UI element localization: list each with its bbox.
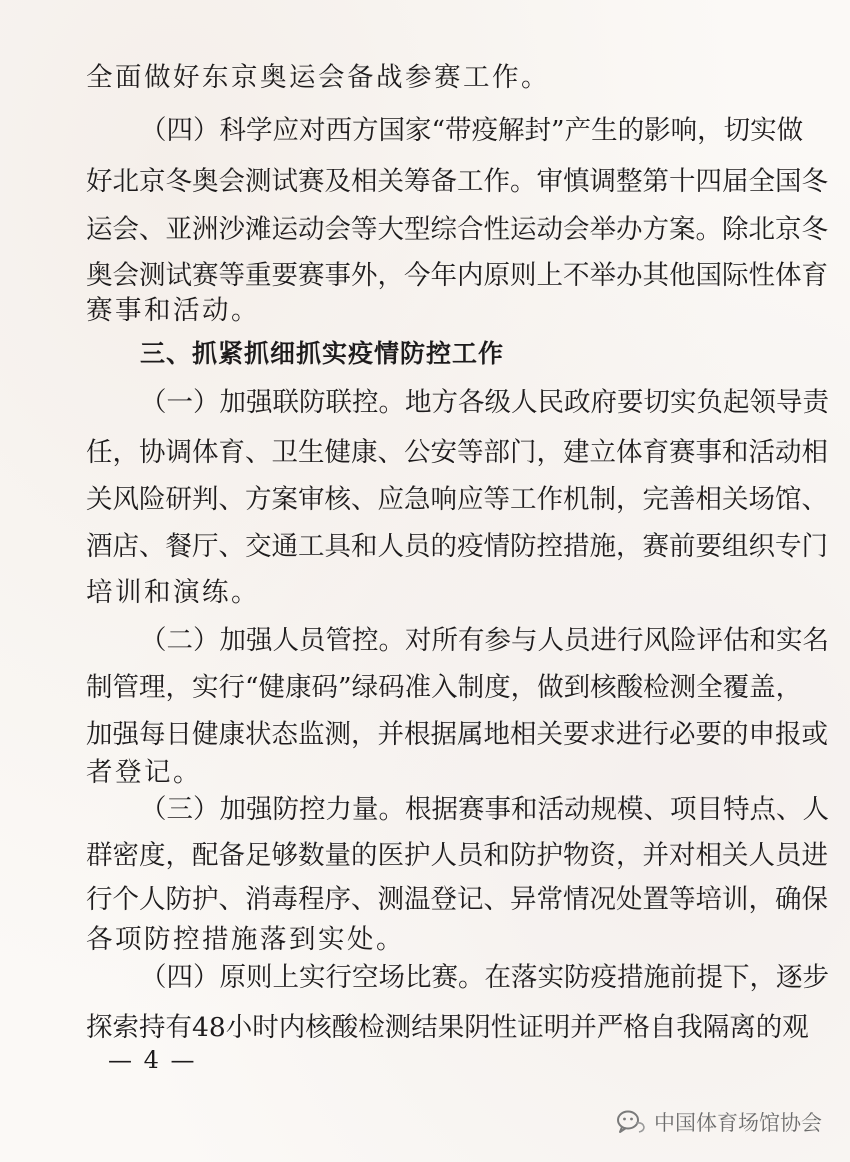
text-line: 培训和演练。	[86, 577, 260, 608]
text-line: 行个人防护、消毒程序、测温登记、异常情况处置等培训，确保	[86, 884, 828, 915]
text-line: 运会、亚洲沙滩运动会等大型综合性运动会举办方案。除北京冬	[86, 214, 828, 245]
text-line: （三）加强防控力量。根据赛事和活动规模、项目特点、人	[140, 794, 829, 825]
text-line: 好北京冬奥会测试赛及相关筹备工作。审慎调整第十四届全国冬	[86, 166, 828, 197]
text-line: （二）加强人员管控。对所有参与人员进行风险评估和实名	[140, 625, 829, 656]
text-line: 探索持有48小时内核酸检测结果阴性证明并严格自我隔离的观	[86, 1012, 809, 1043]
watermark	[616, 1105, 822, 1139]
text-line: 群密度，配备足够数量的医护人员和防护物资，并对相关人员进	[86, 840, 828, 871]
text-line: 全面做好东京奥运会备战参赛工作。	[86, 62, 550, 93]
text-line: 奥会测试赛等重要赛事外，今年内原则上不举办其他国际性体育	[86, 260, 828, 291]
text-line: （四）科学应对西方国家“带疫解封”产生的影响，切实做	[140, 115, 804, 146]
text-line: 各项防控措施落到实处。	[86, 924, 405, 955]
section-heading: 三、抓紧抓细抓实疫情防控工作	[140, 339, 505, 368]
text-line: 制管理，实行“健康码”绿码准入制度，做到核酸检测全覆盖，	[86, 672, 803, 703]
text-line: （四）原则上实行空场比赛。在落实防疫措施前提下，逐步	[140, 962, 829, 993]
text-line: 赛事和活动。	[86, 295, 260, 326]
text-line: 任，协调体育、卫生健康、公安等部门，建立体育赛事和活动相	[86, 437, 828, 468]
text-line: 者登记。	[86, 757, 202, 788]
page-number: — 4 —	[108, 1046, 197, 1074]
text-line: 酒店、餐厅、交通工具和人员的疫情防控措施，赛前要组织专门	[86, 531, 828, 562]
wechat-official-account-icon	[616, 1109, 646, 1135]
text-line: 关风险研判、方案审核、应急响应等工作机制，完善相关场馆、	[86, 484, 828, 515]
text-line: 加强每日健康状态监测，并根据属地相关要求进行必要的申报或	[86, 719, 828, 750]
watermark-text: 中国体育场馆协会	[654, 1111, 822, 1135]
text-line: （一）加强联防联控。地方各级人民政府要切实负起领导责	[140, 387, 829, 418]
